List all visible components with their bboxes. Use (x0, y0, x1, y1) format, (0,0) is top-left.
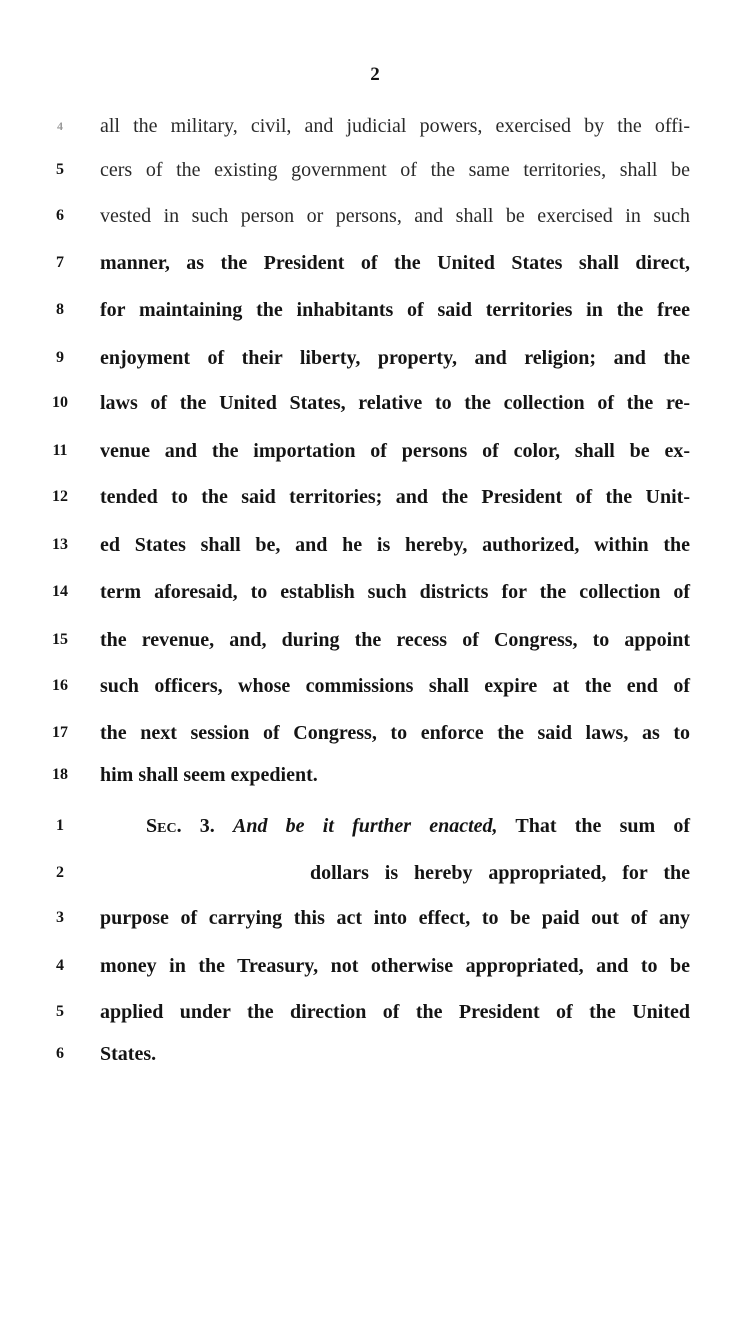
line-text: the revenue, and, during the recess of Congress, to appoint (100, 629, 690, 651)
text-line (0, 718, 750, 748)
line-text: purpose of carrying this act into effect, to be paid out of any (100, 907, 690, 929)
text-line (0, 1039, 750, 1069)
text-line (0, 760, 750, 790)
text-line (0, 248, 750, 278)
page-number: 2 (370, 64, 380, 85)
line-text: applied under the direction of the President of the United (100, 1001, 690, 1023)
text-line (0, 201, 750, 231)
line-text: the next session of Congress, to enforce the said laws, as to (100, 722, 690, 744)
line-number: 10 (52, 394, 68, 411)
line-text: manner, as the President of the United States shall direct, (100, 252, 690, 274)
line-number: 9 (56, 349, 64, 366)
text-line (0, 671, 750, 701)
line-number: 1 (56, 817, 64, 834)
text-line (0, 811, 750, 841)
line-number: 5 (56, 1003, 64, 1020)
line-number: 4 (56, 957, 64, 974)
text-line (0, 858, 750, 888)
line-number: 13 (52, 536, 68, 553)
enacting-clause: And be it further enacted, (233, 815, 498, 837)
line-text: venue and the importation of persons of color, shall be ex- (100, 440, 690, 462)
line-text: ed States shall be, and he is hereby, authorized, within the (100, 534, 690, 556)
line-number: 3 (56, 909, 64, 926)
text-line (0, 436, 750, 466)
line-text: tended to the said territories; and the President of the Unit- (100, 486, 690, 508)
line-number: 15 (52, 631, 68, 648)
section-label: Sec. 3. (146, 815, 215, 837)
line-number: 8 (56, 301, 64, 318)
text-line (0, 388, 750, 418)
text-line (0, 625, 750, 655)
line-text: enjoyment of their liberty, property, and religion; and the (100, 347, 690, 369)
line-number: 12 (52, 488, 68, 505)
line-text: term aforesaid, to establish such districts for the collection of (100, 581, 690, 603)
text-line (0, 155, 750, 185)
line-number: 11 (52, 442, 68, 459)
line-number: 17 (52, 724, 68, 741)
line-number: 4 (57, 119, 63, 133)
text-line (0, 951, 750, 981)
line-text (146, 811, 690, 841)
line-number: 18 (52, 766, 68, 783)
line-number: 2 (56, 864, 64, 881)
line-text: States. (100, 1043, 157, 1065)
line-text: cers of the existing government of the same territories, shall be (100, 159, 690, 181)
line-number: 7 (56, 254, 64, 271)
line-text: vested in such person or persons, and shall be exercised in such (100, 205, 690, 227)
line-text: all the military, civil, and judicial powers, exercised by the offi- (100, 115, 690, 137)
line-number: 6 (56, 207, 64, 224)
text-line (0, 111, 750, 141)
line-text: money in the Treasury, not otherwise appropriated, and to be (100, 955, 690, 977)
line-text: for maintaining the inhabitants of said territories in the free (100, 299, 690, 321)
text-line (0, 997, 750, 1027)
text-line (0, 530, 750, 560)
text-line (0, 903, 750, 933)
text-line (0, 343, 750, 373)
line-text: dollars is hereby appropriated, for the (310, 862, 690, 884)
line-number: 6 (56, 1045, 64, 1062)
line-number: 14 (52, 583, 68, 600)
line-number: 16 (52, 677, 68, 694)
text-line (0, 482, 750, 512)
text-line (0, 577, 750, 607)
line-text: laws of the United States, relative to the collection of the re- (100, 392, 690, 414)
line-text-rest: That the sum of (515, 815, 691, 837)
line-text: such officers, whose commissions shall expire at the end of (100, 675, 690, 697)
line-text: him shall seem expedient. (100, 764, 318, 786)
line-number: 5 (56, 161, 64, 178)
text-line (0, 295, 750, 325)
